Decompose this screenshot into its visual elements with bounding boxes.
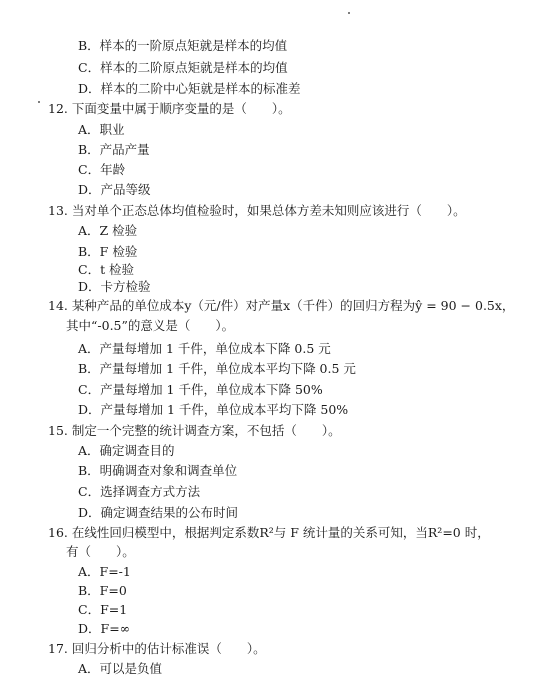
option-q15-d: D．确定调查结果的公布时间	[78, 505, 239, 520]
question-12: 12. 下面变量中属于顺序变量的是（ ）。	[48, 101, 291, 116]
option-q13-d: D．卡方检验	[78, 279, 151, 294]
option-q17-a: A．可以是负值	[78, 661, 163, 676]
option-q11-b: B．样本的一阶原点矩就是样本的均值	[78, 38, 288, 53]
question-16: 16. 在线性回归模型中，根据判定系数R²与 F 统计量的关系可知，当R²=0 时，	[48, 525, 490, 540]
question-14: 14. 某种产品的单位成本y（元/件）对产量x（千件）的回归方程为ŷ = 90 − 0.5x，	[48, 298, 515, 313]
option-q14-b: B．产量每增加 1 千件，单位成本平均下降 0.5 元	[78, 361, 356, 376]
option-q16-a: A．F=-1	[78, 564, 131, 579]
option-q11-c: C．样本的二阶原点矩就是样本的均值	[78, 60, 288, 75]
question-17: 17. 回归分析中的估计标准误（ ）。	[48, 641, 266, 656]
option-q14-d: D．产量每增加 1 千件，单位成本平均下降 50%	[78, 402, 349, 417]
question-15: 15. 制定一个完整的统计调查方案，不包括（ ）。	[48, 423, 341, 438]
option-q13-b: B．F 检验	[78, 244, 138, 259]
option-q15-a: A．确定调查目的	[78, 443, 175, 458]
option-q16-d: D．F=∞	[78, 621, 131, 636]
scan-speck	[348, 12, 350, 14]
option-q15-b: B．明确调查对象和调查单位	[78, 463, 238, 478]
option-q12-c: C．年龄	[78, 162, 126, 177]
option-q11-d: D．样本的二阶中心矩就是样本的标准差	[78, 81, 301, 96]
option-q13-a: A．Z 检验	[78, 223, 138, 238]
option-q14-c: C．产量每增加 1 千件，单位成本下降 50%	[78, 382, 323, 397]
option-q16-b: B．F=0	[78, 583, 127, 598]
option-q12-b: B．产品产量	[78, 142, 150, 157]
option-q12-d: D．产品等级	[78, 182, 151, 197]
option-q14-a: A．产量每增加 1 千件，单位成本下降 0.5 元	[78, 341, 331, 356]
option-q12-a: A．职业	[78, 122, 125, 137]
option-q13-c: C．t 检验	[78, 262, 135, 277]
option-q16-c: C．F=1	[78, 602, 128, 617]
scan-speck	[38, 101, 40, 103]
option-q15-c: C．选择调查方式方法	[78, 484, 201, 499]
question-13: 13. 当对单个正态总体均值检验时，如果总体方差未知则应该进行（ ）。	[48, 203, 466, 218]
question-14-continuation: 其中“-0.5”的意义是（ ）。	[66, 318, 235, 333]
question-16-continuation: 有（ ）。	[66, 544, 135, 559]
